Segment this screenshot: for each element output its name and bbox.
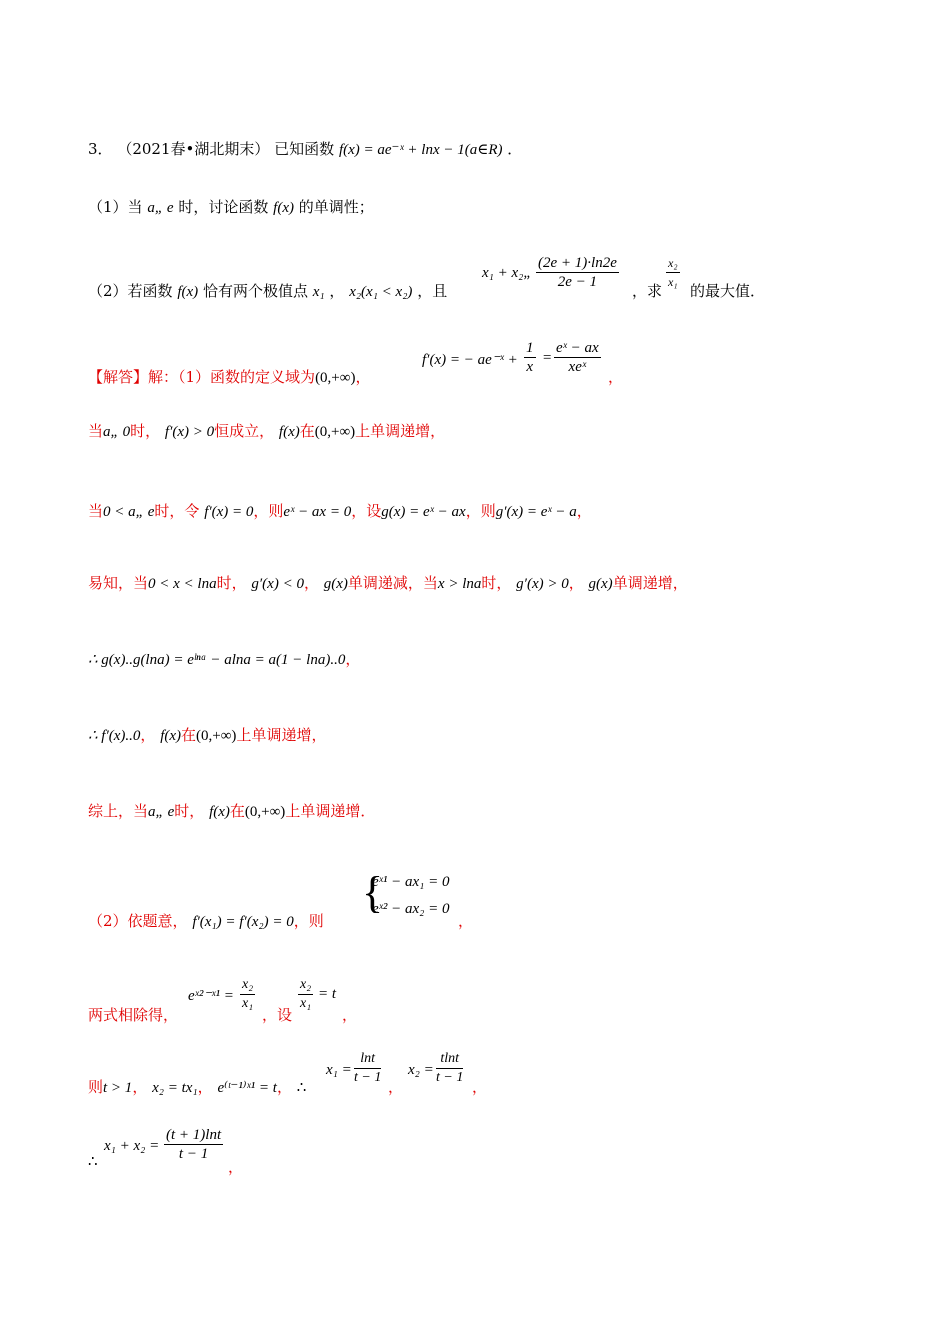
part2-ratio [666, 254, 680, 291]
interval: (0,+∞) [314, 424, 356, 440]
text: 当 [88, 422, 104, 440]
function: f(x) [209, 804, 230, 820]
x2-fraction [436, 1050, 463, 1087]
part2-function: f(x) [177, 284, 199, 300]
text: ，则 [293, 912, 324, 930]
solution-line-4 [88, 572, 688, 593]
text: 时， [174, 802, 205, 820]
fraction-denominator: t − 1 [354, 1070, 382, 1085]
part2-fraction-numerator: (2e + 1)·ln2e [538, 255, 617, 271]
expression: t > 1 [103, 1080, 133, 1096]
expression: x₂ = tx₁ [152, 1080, 198, 1096]
fraction-denominator: xeˣ [568, 359, 587, 375]
problem-source: （2021春•湖北期末） [117, 140, 270, 158]
sum-expression: x₁ + x₂ = [104, 1138, 160, 1154]
fraction-numerator: tlnt [436, 1050, 463, 1069]
text: 在 [229, 802, 245, 820]
part2-ratio-denominator: x₁ [668, 275, 678, 289]
function: f(x) [160, 728, 182, 744]
derivative-expression: f′(x) = − ae⁻ˣ + [422, 352, 518, 368]
text: 易知，当 [88, 574, 149, 592]
part1-text: 时，讨论函数 [178, 198, 269, 216]
part2-and: ，且 [417, 282, 448, 300]
line1-end: ， [608, 368, 624, 386]
equals-t: = t [318, 986, 337, 1002]
part2-suffix: 的最大值． [690, 282, 766, 300]
part2-text: 恰有两个极值点 [202, 282, 308, 300]
function: g(x) [323, 576, 348, 592]
expression: g(x) = eˣ − ax [381, 504, 466, 520]
condition: 0 < x < lna [148, 576, 217, 592]
text: ， [140, 726, 156, 744]
expression: e⁽ᵗ⁻¹⁾ˣ¹ = t [217, 1080, 277, 1096]
solution-line-2 [88, 420, 445, 441]
system-brace: { [362, 868, 384, 917]
x1-fraction [354, 1050, 381, 1087]
part2-find: ，求 [632, 282, 663, 300]
answer-label: 【解答】 [88, 368, 149, 386]
part2-fraction-denominator: 2e − 1 [557, 274, 598, 290]
text: ， [576, 502, 592, 520]
part2-prefix: （2）若函数 [88, 282, 173, 300]
sum-fraction [164, 1126, 223, 1163]
text: 时， [216, 574, 247, 592]
equals-sign: = [542, 350, 553, 366]
fraction-numerator: 1 [526, 340, 534, 356]
function: g(x) [588, 576, 613, 592]
fraction-denominator: t − 1 [436, 1070, 464, 1085]
comma: ， [355, 368, 371, 386]
derivative-fraction-2 [554, 339, 601, 376]
fraction-denominator: t − 1 [178, 1146, 209, 1162]
domain-interval: (0,+∞) [315, 370, 356, 386]
expression: g′(x) < 0 [251, 576, 304, 592]
expression: g′(x) > 0 [516, 576, 569, 592]
solution-line-6 [88, 724, 326, 745]
part1-prefix: （1）当 [88, 198, 143, 216]
part2-ratio-numerator: x₂ [666, 254, 680, 273]
text: 当 [88, 502, 104, 520]
text: ，则 [465, 502, 496, 520]
part2-comma: ， [329, 282, 345, 300]
line9-end: ， [342, 1006, 358, 1024]
condition: a„ 0 [103, 424, 131, 440]
part1-condition: a„ e [147, 200, 174, 216]
solution-line-8 [88, 910, 324, 931]
interval: (0,+∞) [196, 728, 237, 744]
system-equation-1: eˣ¹ − ax₁ = 0 [372, 874, 450, 890]
interval: (0,+∞) [244, 804, 286, 820]
set-text: ，设 [262, 1006, 293, 1024]
exponential-expression: eˣ²⁻ˣ¹ = [188, 988, 234, 1004]
text: （2）依题意， [88, 912, 188, 930]
text: 在 [299, 422, 315, 440]
text: ， [197, 1078, 213, 1096]
problem-number: 3． [88, 140, 113, 158]
text: 恒成立， [214, 422, 275, 440]
stem-end: ． [507, 140, 523, 158]
part2-x1: x₁ [312, 284, 325, 300]
part1-function: f(x) [273, 200, 294, 216]
expression: f′(x) = 0 [204, 504, 254, 520]
therefore-symbol: ∴ [296, 1080, 307, 1096]
text: 时， [130, 422, 161, 440]
expression: f′(x₁) = f′(x₂) = 0 [192, 914, 294, 930]
derivative-fraction-1 [524, 339, 536, 376]
function: f(x) [278, 424, 300, 440]
comma: ， [472, 1078, 488, 1096]
expression: ∴ g(x)..g(lna) = eˡⁿᵃ − alna = a(1 − lna)..0 [88, 652, 346, 668]
solution-line-5 [88, 648, 360, 669]
solution-line-10 [88, 1076, 306, 1097]
text: 在 [181, 726, 197, 744]
part2-inequality: x₁ + x₂„ [482, 265, 532, 281]
text: 综上，当 [88, 802, 149, 820]
text: ，设 [351, 502, 382, 520]
expression: eˣ − ax = 0 [283, 504, 352, 520]
part2-x2-condition: x₂(x₁ < x₂) [349, 284, 413, 300]
domain-text: 解：（1）函数的定义域为 [148, 368, 316, 386]
ratio-fraction-1 [240, 976, 255, 1013]
function-definition: f(x) = ae⁻ˣ + lnx − 1(a∈R) [338, 142, 503, 158]
condition: x > lna [437, 576, 482, 592]
fraction-numerator: x₂ [240, 976, 255, 995]
text: ， [345, 650, 361, 668]
solution-line-7 [88, 800, 375, 821]
problem-statement [88, 138, 522, 159]
part2-question [88, 280, 447, 301]
text: 时，令 [154, 502, 200, 520]
text: 单调递减，当 [347, 574, 438, 592]
fraction-denominator: x [526, 359, 534, 375]
x2-expression: x₂ = [408, 1062, 434, 1078]
line11-end: ， [228, 1158, 244, 1176]
fraction-denominator: x₁ [242, 996, 254, 1011]
line8-end: ， [458, 912, 474, 930]
text: 上单调递增， [236, 726, 327, 744]
part1-suffix: 的单调性； [298, 198, 374, 216]
condition: a„ e [148, 804, 175, 820]
text: 单调递增， [612, 574, 688, 592]
part2-fraction [536, 254, 619, 291]
condition: 0 < a„ e [103, 504, 155, 520]
fraction-denominator: x₁ [300, 996, 312, 1011]
text: ，则 [253, 502, 284, 520]
text: 两式相除得， [88, 1006, 179, 1024]
part1-question [88, 196, 374, 217]
text: 上单调递增． [285, 802, 376, 820]
text: ， [303, 574, 319, 592]
text: 上单调递增， [355, 422, 446, 440]
expression: f′(x) > 0 [164, 424, 215, 440]
text: ， [132, 1078, 148, 1096]
fraction-numerator: x₂ [298, 976, 313, 995]
solution-line-3 [88, 500, 592, 521]
text: ， [568, 574, 584, 592]
solution-line-1 [88, 366, 370, 387]
text: 时， [481, 574, 512, 592]
stem-text: 已知函数 [274, 140, 335, 158]
expression: ∴ f′(x)..0 [88, 728, 141, 744]
therefore-symbol: ∴ [88, 1152, 98, 1170]
expression: g′(x) = eˣ − a [495, 504, 577, 520]
comma: ， [388, 1078, 404, 1096]
fraction-numerator: eˣ − ax [556, 340, 599, 356]
ratio-fraction-2 [298, 976, 313, 1013]
fraction-numerator: lnt [354, 1050, 381, 1069]
system-equation-2: eˣ² − ax₂ = 0 [372, 901, 450, 917]
text: 则 [88, 1078, 104, 1096]
fraction-numerator: (t + 1)lnt [166, 1127, 222, 1143]
solution-line-9 [88, 1004, 178, 1025]
x1-expression: x₁ = [326, 1062, 352, 1078]
text: ， [276, 1078, 292, 1096]
